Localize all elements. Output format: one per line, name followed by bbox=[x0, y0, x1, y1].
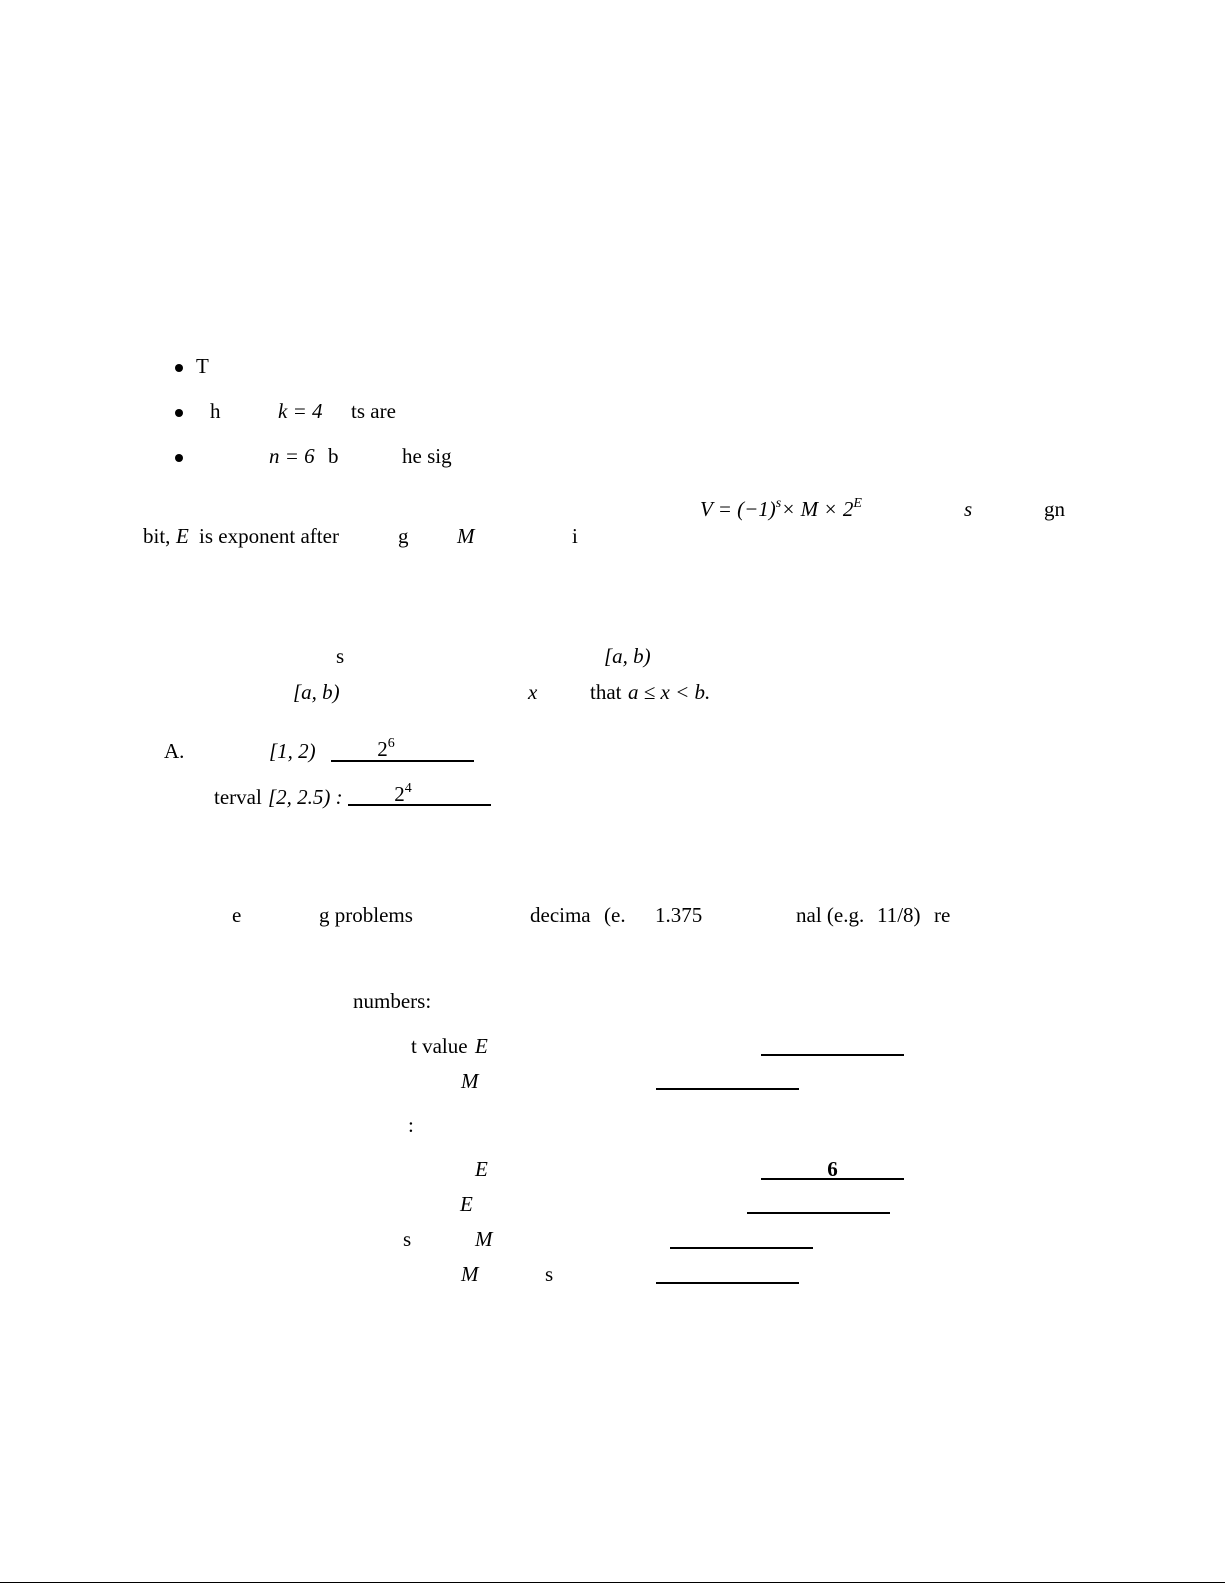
formula-line2-E: E bbox=[176, 524, 189, 548]
interval-condition: a ≤ x < b. bbox=[628, 680, 711, 704]
part-b-answer-2-blank[interactable] bbox=[656, 1088, 799, 1090]
part-b-M4: M bbox=[475, 1227, 493, 1251]
part-a-answer-2: $2^4$ bbox=[394, 781, 412, 806]
part-a-interval-2: [2, 2.5) : bbox=[268, 785, 343, 809]
formula-line2-text: is exponent after bbox=[199, 524, 339, 548]
bullet-3-math: n = 6 bbox=[269, 444, 315, 468]
part-b-E1: E bbox=[475, 1034, 488, 1058]
interval-s: s bbox=[336, 644, 345, 668]
part-b-answer-4-blank[interactable] bbox=[747, 1212, 890, 1214]
instr-example-decimal: 1.375 bbox=[655, 903, 703, 927]
interval-ab-1: [a, b) bbox=[604, 644, 651, 668]
interval-ab-2: [a, b) bbox=[293, 680, 340, 704]
formula-s: s bbox=[964, 497, 973, 521]
part-b-numbers: numbers: bbox=[353, 989, 432, 1013]
instr-example-fraction: 11/8) bbox=[877, 903, 921, 927]
bullet-dot-2 bbox=[175, 409, 183, 417]
instr-decima: decima bbox=[530, 903, 591, 927]
part-b-answer-3: 6 bbox=[827, 1157, 838, 1181]
bullet-dot-3 bbox=[175, 454, 183, 462]
part-b-answer-5-blank[interactable] bbox=[670, 1247, 813, 1249]
instr-g-problems: g problems bbox=[319, 903, 413, 927]
bullet-2-h: h bbox=[210, 399, 221, 423]
part-b-E3: E bbox=[460, 1192, 473, 1216]
part-a-terval: terval bbox=[214, 785, 262, 809]
instr-nal: nal (e.g. bbox=[796, 903, 865, 927]
interval-x: x bbox=[528, 680, 538, 704]
instr-e-open: (e. bbox=[604, 903, 626, 927]
interval-that: that bbox=[590, 680, 622, 704]
page-bottom-edge bbox=[0, 1582, 1225, 1583]
formula-v: $V = (-1)^s\times M \times 2^E$ bbox=[700, 496, 862, 521]
part-a-answer-1: $2^6$ bbox=[377, 736, 395, 761]
instr-e: e bbox=[232, 903, 242, 927]
part-b-s4: s bbox=[403, 1227, 412, 1251]
part-b-M1: M bbox=[461, 1069, 479, 1093]
part-b-E2: E bbox=[475, 1157, 488, 1181]
part-b-M5: M bbox=[461, 1262, 479, 1286]
bullet-2-math: k = 4 bbox=[278, 399, 323, 423]
formula-line2-i: i bbox=[572, 524, 578, 548]
formula-gn: gn bbox=[1044, 497, 1065, 521]
part-b-colon: : bbox=[408, 1113, 414, 1137]
part-a-label: A. bbox=[164, 739, 185, 763]
instr-re: re bbox=[934, 903, 951, 927]
part-b-answer-6-blank[interactable] bbox=[656, 1282, 799, 1284]
formula-line2-g: g bbox=[398, 524, 409, 548]
bullet-3-b: b bbox=[328, 444, 339, 468]
part-a-interval-1: [1, 2) bbox=[269, 739, 316, 763]
part-b-t-value: t value bbox=[411, 1034, 468, 1058]
bullet-dot-1 bbox=[175, 364, 183, 372]
bullet-2-tail: ts are bbox=[351, 399, 396, 423]
formula-line2-bit: bit, bbox=[143, 524, 171, 548]
bullet-3-tail: he sig bbox=[402, 444, 452, 468]
bullet-1-text: T bbox=[196, 354, 209, 378]
part-b-s5: s bbox=[545, 1262, 554, 1286]
part-b-answer-1-blank[interactable] bbox=[761, 1054, 904, 1056]
part-a-answer-1-blank[interactable] bbox=[331, 760, 474, 762]
formula-line2-M: M bbox=[457, 524, 475, 548]
